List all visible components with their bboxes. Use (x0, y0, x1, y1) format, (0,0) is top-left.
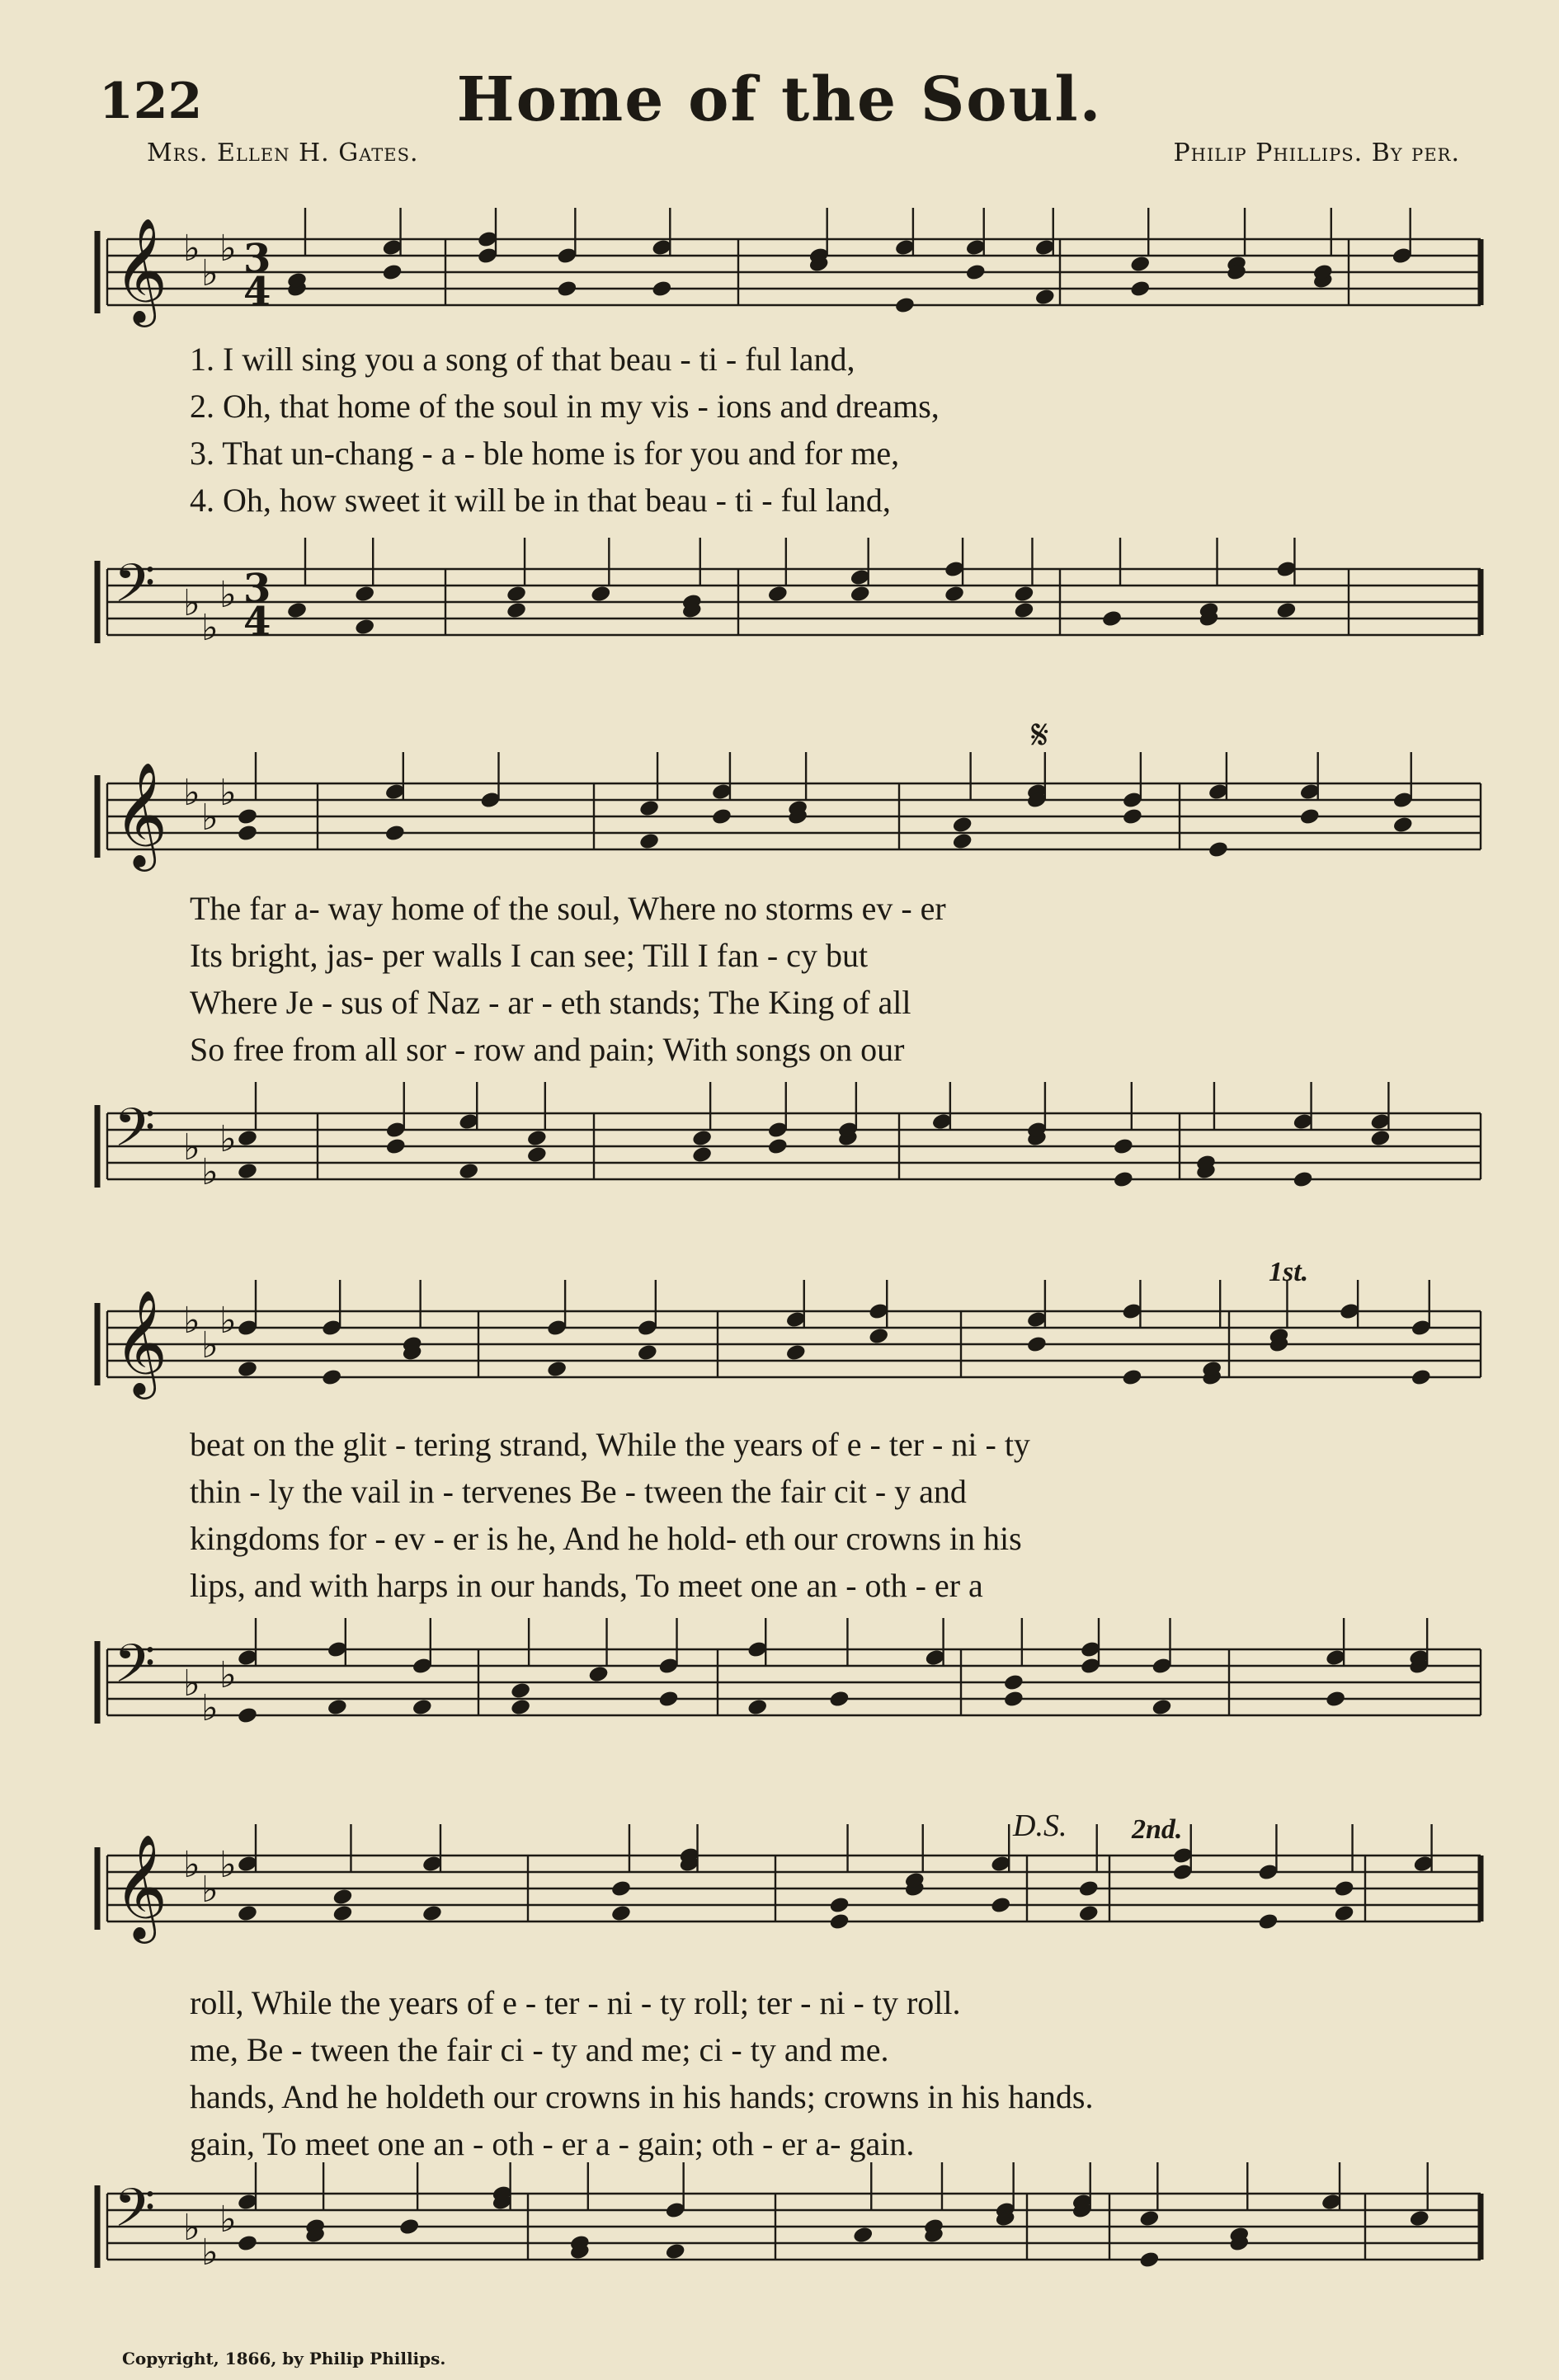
bass-clef-icon: 𝄢 (114, 1634, 156, 1708)
staff-lines (107, 1649, 1481, 1715)
lyrics-block-4 (190, 1983, 1444, 2171)
flat-sign-icon: ♭ (201, 1687, 219, 1729)
lyric-verse-4: 4. Oh, how sweet it will be in that beau - ti - ful land, (190, 482, 891, 519)
flat-sign-icon: ♭ (219, 1844, 237, 1886)
flat-sign-icon: ♭ (201, 1324, 219, 1366)
notes (237, 1618, 1429, 1724)
flat-sign-icon: ♭ (201, 252, 219, 294)
flat-sign-icon: ♭ (183, 228, 200, 270)
flat-sign-icon: ♭ (201, 607, 219, 649)
lyric-verse-3: hands, And he holdeth our crowns in his hands; crowns in his hands. (190, 2078, 1094, 2115)
lyric-verse-1: The far a- way home of the soul, Where no storms ev - er (190, 890, 946, 927)
flat-sign-icon: ♭ (183, 1663, 200, 1705)
first-ending-mark: 1st. (1269, 1257, 1309, 1287)
composer-credit: Philip Phillips. By per. (1173, 139, 1460, 167)
bass-staff-4 (0, 2161, 1559, 2309)
staff-lines (107, 1113, 1481, 1179)
notes (237, 2162, 1430, 2269)
flat-sign-icon: ♭ (183, 582, 200, 624)
notes (237, 1824, 1434, 1931)
lyric-verse-4: lips, and with harps in our hands, To meet one an - oth - er a (190, 1567, 983, 1604)
staff-lines (107, 239, 1481, 305)
lyric-verse-2: 2. Oh, that home of the soul in my vis - ions and dreams, (190, 388, 940, 425)
flat-sign-icon: ♭ (201, 1151, 219, 1193)
flat-sign-icon: ♭ (201, 2232, 219, 2274)
lyric-verse-3: Where Je - sus of Naz - ar - eth stands; The King of all (190, 984, 911, 1021)
lyrics-block-3 (190, 1425, 1444, 1613)
bass-clef-icon: 𝄢 (114, 2178, 156, 2252)
lyric-verse-4: So free from all sor - row and pain; With songs on our (190, 1031, 905, 1068)
bass-staff-2 (0, 1080, 1559, 1229)
lyrics-block-2 (190, 889, 1444, 1077)
notes (286, 208, 1413, 314)
ds-mark: D.S. (1013, 1809, 1067, 1843)
flat-sign-icon: ♭ (183, 2207, 200, 2249)
time-signature-bottom: 4 (243, 269, 271, 315)
lyric-verse-1: 1. I will sing you a song of that beau - ti - ful land, (190, 341, 855, 378)
lyric-verse-2: thin - ly the vail in - tervenes Be - tween the fair cit - y and (190, 1473, 967, 1510)
time-signature-top: 3 (243, 566, 271, 612)
flat-sign-icon: ♭ (219, 1118, 237, 1160)
treble-staff-2 (0, 750, 1559, 899)
lyric-verse-1: beat on the glit - tering strand, While the years of e - ter - ni - ty (190, 1426, 1030, 1463)
treble-staff-1 (0, 206, 1559, 355)
time-signature-top: 3 (243, 236, 271, 282)
flat-sign-icon: ♭ (219, 574, 237, 616)
notes (237, 1280, 1432, 1386)
flat-sign-icon: ♭ (219, 1654, 237, 1696)
lyric-verse-4: gain, To meet one an - oth - er a - gain; oth - er a- gain. (190, 2125, 915, 2162)
flat-sign-icon: ♭ (183, 1844, 200, 1886)
flat-sign-icon: ♭ (183, 1127, 200, 1169)
flat-sign-icon: ♭ (219, 228, 237, 270)
bass-clef-icon: 𝄢 (114, 1098, 156, 1172)
bass-clef-icon: 𝄢 (114, 553, 156, 628)
flat-sign-icon: ♭ (201, 1869, 219, 1911)
flat-sign-icon: ♭ (201, 797, 219, 839)
lyrics-block-1 (190, 340, 1444, 528)
staff-lines (107, 569, 1481, 635)
treble-clef-icon: 𝄞 (114, 1833, 168, 1939)
lyric-verse-2: me, Be - tween the fair ci - ty and me; ci - ty and me. (190, 2031, 889, 2068)
lyricist-credit: Mrs. Ellen H. Gates. (147, 139, 419, 167)
treble-clef-icon: 𝄞 (114, 761, 168, 867)
copyright-notice: Copyright, 1866, by Philip Phillips. (122, 2349, 446, 2368)
segno-mark: 𝄋 (1031, 712, 1049, 758)
staff-lines (107, 1856, 1481, 1921)
lyric-verse-2: Its bright, jas- per walls I can see; Till I fan - cy but (190, 937, 869, 974)
treble-staff-4 (0, 1823, 1559, 1971)
bass-staff-1 (0, 536, 1559, 676)
page-number: 122 (99, 73, 203, 130)
notes (237, 752, 1414, 858)
notes (286, 538, 1298, 636)
hymn-title: Home of the Soul. (456, 64, 1103, 135)
flat-sign-icon: ♭ (183, 1300, 200, 1342)
lyric-verse-3: 3. That un-chang - a - ble home is for you and for me, (190, 435, 900, 472)
bass-staff-3 (0, 1616, 1559, 1765)
notes (237, 1082, 1392, 1188)
time-signature-bottom: 4 (243, 599, 271, 645)
treble-clef-icon: 𝄞 (114, 1289, 168, 1395)
second-ending-mark: 2nd. (1132, 1814, 1183, 1845)
lyric-verse-3: kingdoms for - ev - er is he, And he hold- eth our crowns in his (190, 1520, 1022, 1557)
lyric-verse-1: roll, While the years of e - ter - ni - ty roll; ter - ni - ty roll. (190, 1984, 961, 2021)
flat-sign-icon: ♭ (219, 772, 237, 814)
treble-staff-3 (0, 1278, 1559, 1427)
flat-sign-icon: ♭ (219, 1300, 237, 1342)
flat-sign-icon: ♭ (183, 772, 200, 814)
flat-sign-icon: ♭ (219, 2199, 237, 2241)
treble-clef-icon: 𝄞 (114, 217, 168, 322)
